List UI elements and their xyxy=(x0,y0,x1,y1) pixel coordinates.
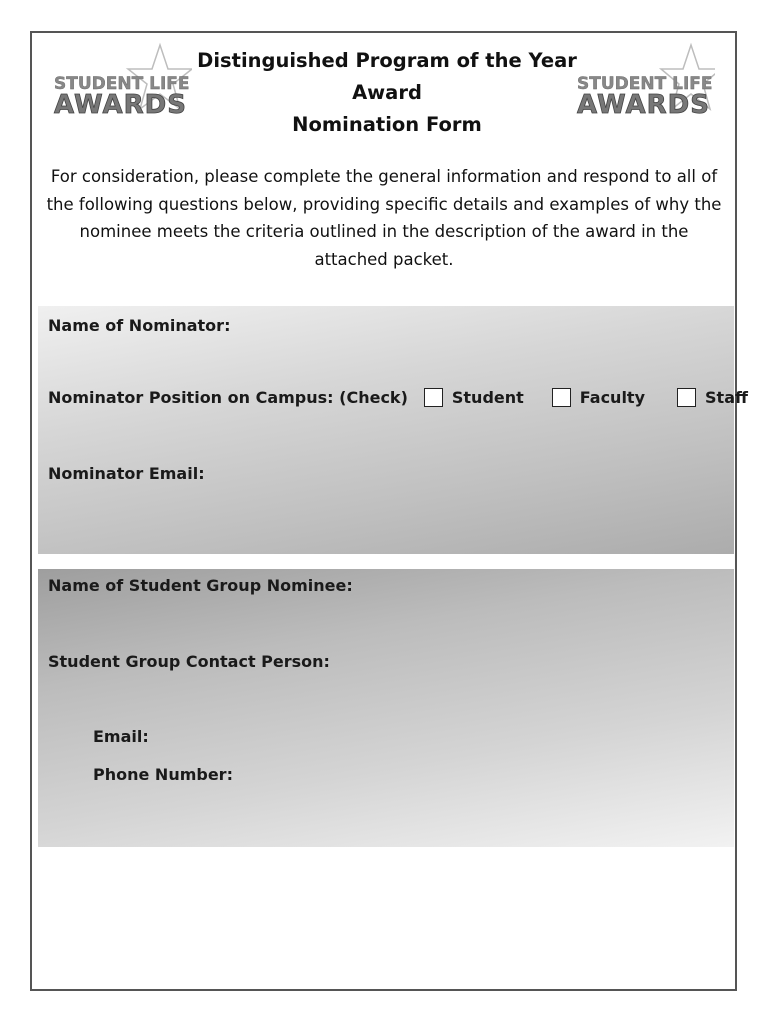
contact-email-label: Email: xyxy=(93,727,149,746)
option-student xyxy=(424,388,524,407)
form-title xyxy=(182,45,592,141)
svg-text:STUDENT LIFE: STUDENT LIFE xyxy=(54,74,190,94)
nominator-email-label: Nominator Email: xyxy=(48,464,205,483)
faculty-checkbox[interactable] xyxy=(552,388,571,407)
student-option-label: Student xyxy=(451,388,524,407)
student-checkbox[interactable] xyxy=(424,388,443,407)
nominator-position-row xyxy=(48,388,748,407)
svg-text:AWARDS: AWARDS xyxy=(54,90,187,120)
title-line-1: Distinguished Program of the Year xyxy=(197,49,577,72)
option-faculty xyxy=(552,388,645,407)
star-icon xyxy=(575,39,715,125)
group-nominee-label: Name of Student Group Nominee: xyxy=(48,576,353,595)
title-line-3: Nomination Form xyxy=(292,113,482,136)
form-page xyxy=(30,31,748,991)
option-staff xyxy=(677,388,748,407)
star-icon xyxy=(52,39,192,125)
svg-text:AWARDS: AWARDS xyxy=(577,90,710,120)
title-line-2: Award xyxy=(352,81,422,104)
nominator-section xyxy=(38,306,748,554)
contact-phone-label: Phone Number: xyxy=(93,765,233,784)
nominator-name-label: Name of Nominator: xyxy=(48,316,231,335)
nominee-section xyxy=(38,569,734,847)
student-life-awards-logo-right xyxy=(575,39,715,125)
staff-checkbox[interactable] xyxy=(677,388,696,407)
faculty-option-label: Faculty xyxy=(579,388,646,407)
staff-option-label: Staff xyxy=(705,388,748,407)
svg-text:STUDENT LIFE: STUDENT LIFE xyxy=(577,74,713,94)
student-life-awards-logo-left xyxy=(52,39,192,125)
contact-person-label: Student Group Contact Person: xyxy=(48,652,330,671)
nominator-position-label: Nominator Position on Campus: (Check) xyxy=(48,388,408,407)
intro-paragraph: For consideration, please complete the general information and respond to all of the following questions below, providing specific details and examples of why the nominee meets the criteria outlined in the description of the award in the attached packet. xyxy=(46,167,722,269)
